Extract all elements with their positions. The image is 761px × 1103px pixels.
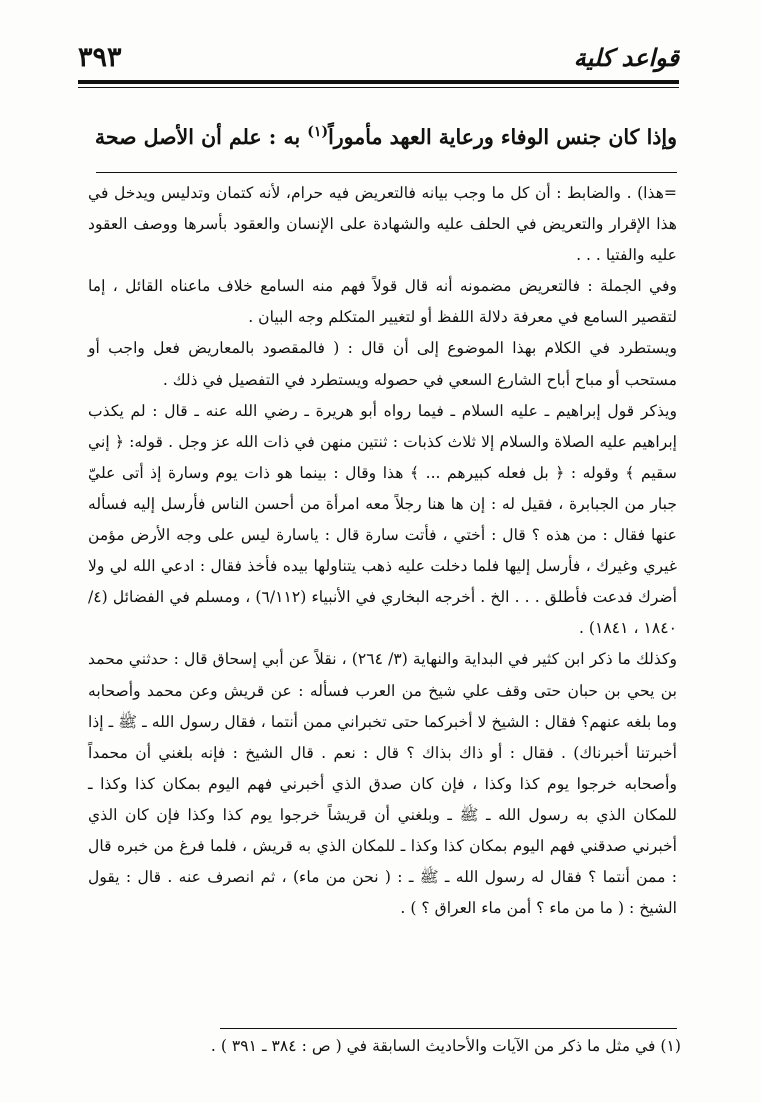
separator-rule [96, 172, 677, 173]
main-text-line [88, 124, 677, 149]
main-text-after: به : علم أن الأصل صحة [94, 124, 308, 149]
footnote-rule [220, 1028, 677, 1029]
footnote: (١) في مثل ما ذكر من الآيات والأحاديث السابقة في ( ص : ٣٨٤ ـ ٣٩١ ) . [210, 1037, 681, 1055]
header-rule [78, 80, 679, 88]
main-text-before: وإذا كان جنس الوفاء ورعاية العهد مأموراً [328, 124, 677, 149]
running-title: قواعد كلية [573, 42, 679, 72]
paragraph-4: ويذكر قول إبراهيم ـ عليه السلام ـ فيما رواه أبو هريرة ـ رضي الله عنه ـ قال : لم يكذب إبراهيم عليه الصلاة والسلام إلا ثلاث كذبات : ثنتين منهن في ذات الله عز وجل . قوله: ﴿ إني سقيم ﴾ وقوله : ﴿ بل فعله كبيرهم ... ﴾ هذا وقال : بينما هو ذات يوم وسارة إذ أتى عليّ جبار من الجبابرة ، فقيل له : إن ها هنا رجلاً معه امرأة من أحسن الناس فأرسل إليه فسأله عنها فقال : من هذه ؟ قال : أختي ، فأتت سارة قال : ياسارة ليس على وجه الأرض مؤمن غيري وغيرك ، فأرسل إليها فلما دخلت عليه ذهب يتناولها بيده فأخذ فقال : ادعي الله لي ولا أضرك فدعت فأطلق . . . الخ . أخرجه البخاري في الأنبياء (٦/١١٢) ، ومسلم في الفضائل (٤/ ١٨٤٠ ، ١٨٤١) . [88, 401, 678, 638]
paragraph-1: =هذا) . والضابط : أن كل ما وجب بيانه فالتعريض فيه حرام، لأنه كتمان وتدليس ويدخل في هذا الإقرار والتعريض في الحلف عليه والشهادة على الإنسان والعقود بأسرها ووصف العقود عليه والفتيا . . . [88, 184, 677, 265]
paragraph-5: وكذلك ما ذكر ابن كثير في البداية والنهاية (٣/ ٢٦٤) ، نقلاً عن أبي إسحاق قال : حدثني محمد بن يحي بن حبان حتى وقف علي شيخ من العرب فسأله : عن قريش وعن محمد وأصحابه وما بلغه عنهم؟ فقال : الشيخ لا أخبركما حتى تخبراني ممن أنتما ، فقال رسول الله ـ ﷺ ـ إذا أخبرتنا أخبرناك) . فقال : أو ذاك بذاك ؟ قال : نعم . قال الشيخ : فإنه بلغني أن محمداً وأصحابه خرجوا يوم كذا وكذا ، فإن كان صدق الذي أخبرني فهم اليوم بمكان كذا وكذا ـ للمكان الذي به رسول الله ـ ﷺ ـ وبلغني أن قريشاً خرجوا يوم كذا وكذا فإن كان الذي أخبرني صدقني فهم اليوم بمكان كذا وكذا ـ للمكان الذي به قريش ، فلما فرغ من خبره قال : ممن أنتما ؟ فقال له رسول الله ـ ﷺ ـ : ( نحن من ماء) ، ثم انصرف عنه . قال : يقول الشيخ : ( ما من ماء ؟ أمن ماء العراق ؟ ) . [88, 650, 677, 918]
paragraph-2: وفي الجملة : فالتعريض مضمونه أنه قال قولاً فهم منه السامع خلاف ماعناه القائل ، إما لتقصير السامع في معرفة دلالة اللفظ أو لتغيير المتكلم وجه البيان . [88, 277, 677, 327]
footnote-marker: (١) [307, 124, 329, 140]
page-number: ٣٩٣ [78, 41, 122, 73]
note-body [88, 178, 677, 924]
running-header [78, 40, 679, 74]
paragraph-3: ويستطرد في الكلام بهذا الموضوع إلى أن قال : ( فالمقصود بالمعاريض فعل واجب أو مستحب أو مباح أباح الشارع السعي في حصوله ويستطرد في التفصيل في ذلك . [88, 339, 677, 389]
